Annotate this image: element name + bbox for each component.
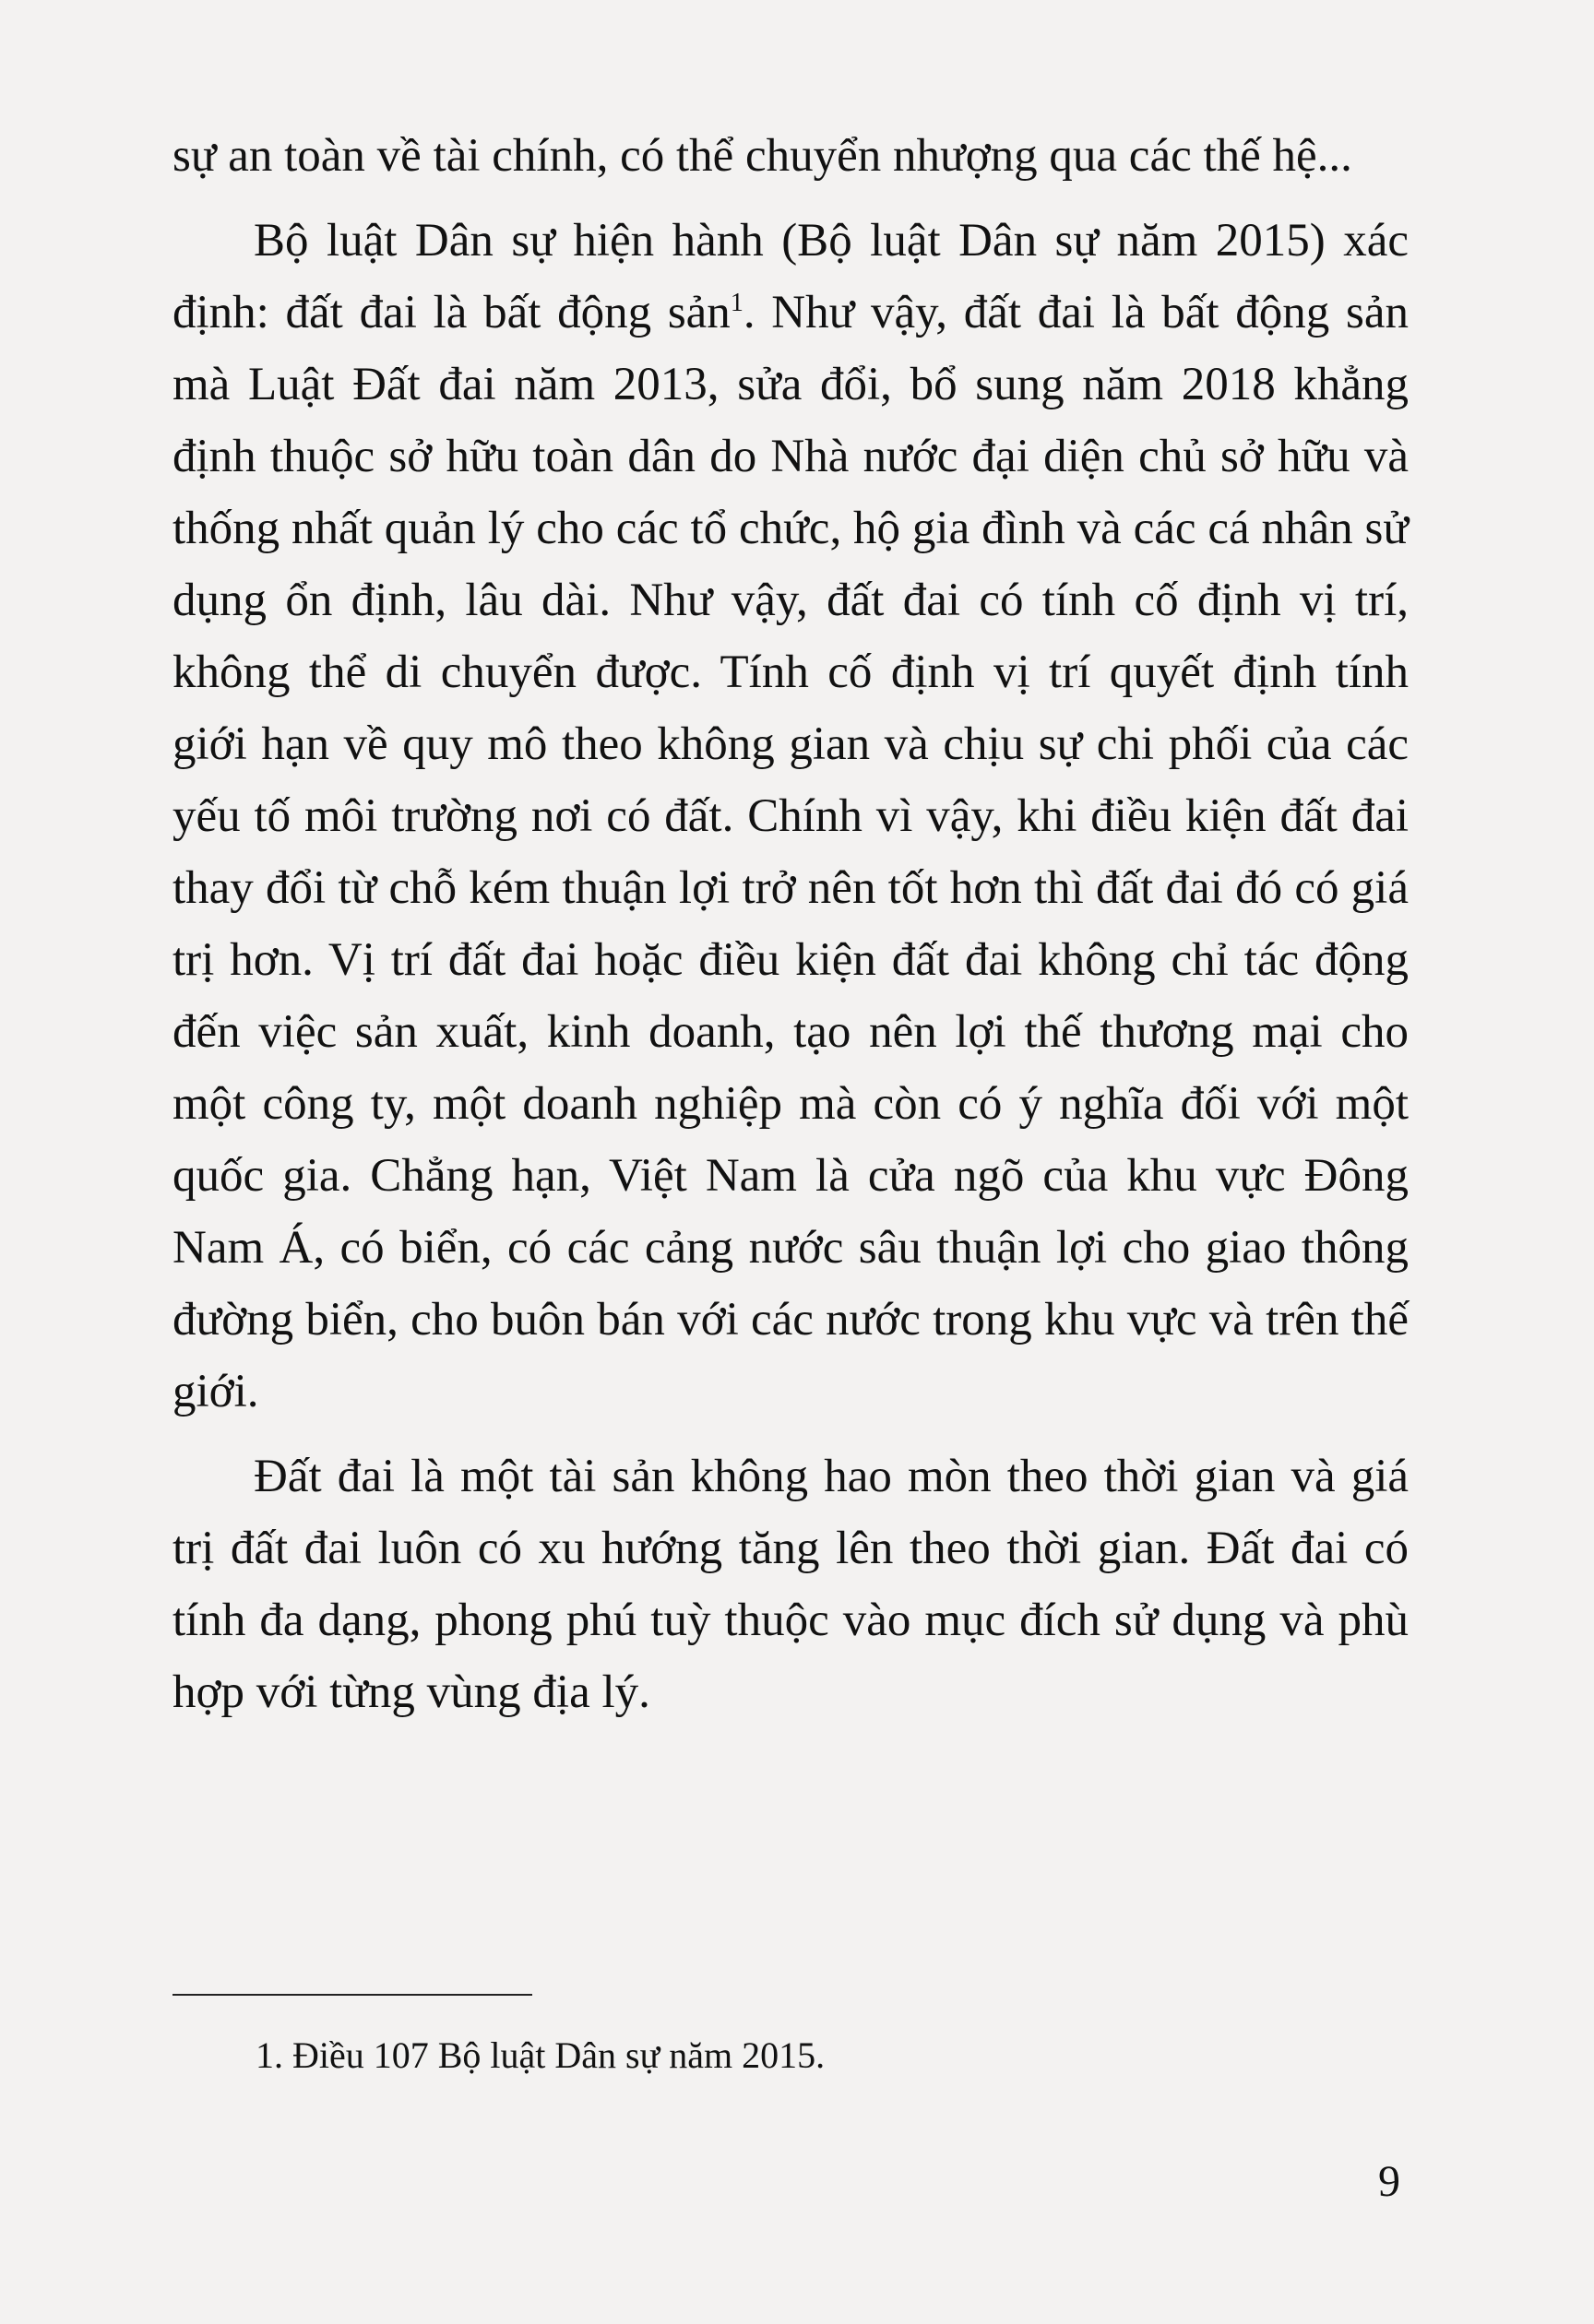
- paragraph-continuation: sự an toàn về tài chính, có thể chuyển nhượng qua các thế hệ...: [172, 130, 1352, 182]
- footnote-reference: 1: [730, 289, 743, 317]
- body-text: [172, 120, 1409, 1728]
- page-number: 9: [1378, 2157, 1400, 2206]
- paragraph-civil-code: [172, 205, 1409, 1428]
- paragraph-land-value: Đất đai là một tài sản không hao mòn theo thời gian và giá trị đất đai luôn có xu hướng tăng lên theo thời gian. Đất đai có tính đa dạng, phong phú tuỳ thuộc vào mục đích sử dụng và phù hợp với từng vùng địa lý.: [172, 1451, 1409, 1718]
- footnote-text: 1. Điều 107 Bộ luật Dân sự năm 2015.: [256, 2034, 826, 2076]
- footnote-divider: [172, 1994, 532, 1996]
- paragraph-civil-code-start: Bộ luật Dân sự hiện hành (Bộ luật Dân sự năm 2015) xác định: đất đai là bất động sản: [172, 215, 1409, 338]
- paragraph-civil-code-rest: . Như vậy, đất đai là bất động sản mà Luật Đất đai năm 2013, sửa đổi, bổ sung năm 2018 khẳng định thuộc sở hữu toàn dân do Nhà nước đại diện chủ sở hữu và thống nhất quản lý cho các tổ chức, hộ gia đình và các cá nhân sử dụng ổn định, lâu dài. Như vậy, đất đai có tính cố định vị trí, không thể di chuyển được. Tính cố định vị trí quyết định tính giới hạn về quy mô theo không gian và chịu sự chi phối của các yếu tố môi trường nơi có đất. Chính vì vậy, khi điều kiện đất đai thay đổi từ chỗ kém thuận lợi trở nên tốt hơn thì đất đai đó có giá trị hơn. Vị trí đất đai hoặc điều kiện đất đai không chỉ tác động đến việc sản xuất, kinh doanh, tạo nên lợi thế thương mại cho một công ty, một doanh nghiệp mà còn có ý nghĩa đối với một quốc gia. Chẳng hạn, Việt Nam là cửa ngõ của khu vực Đông Nam Á, có biển, có các cảng nước sâu thuận lợi cho giao thông đường biển, cho buôn bán với các nước trong khu vực và trên thế giới.: [172, 287, 1409, 1417]
